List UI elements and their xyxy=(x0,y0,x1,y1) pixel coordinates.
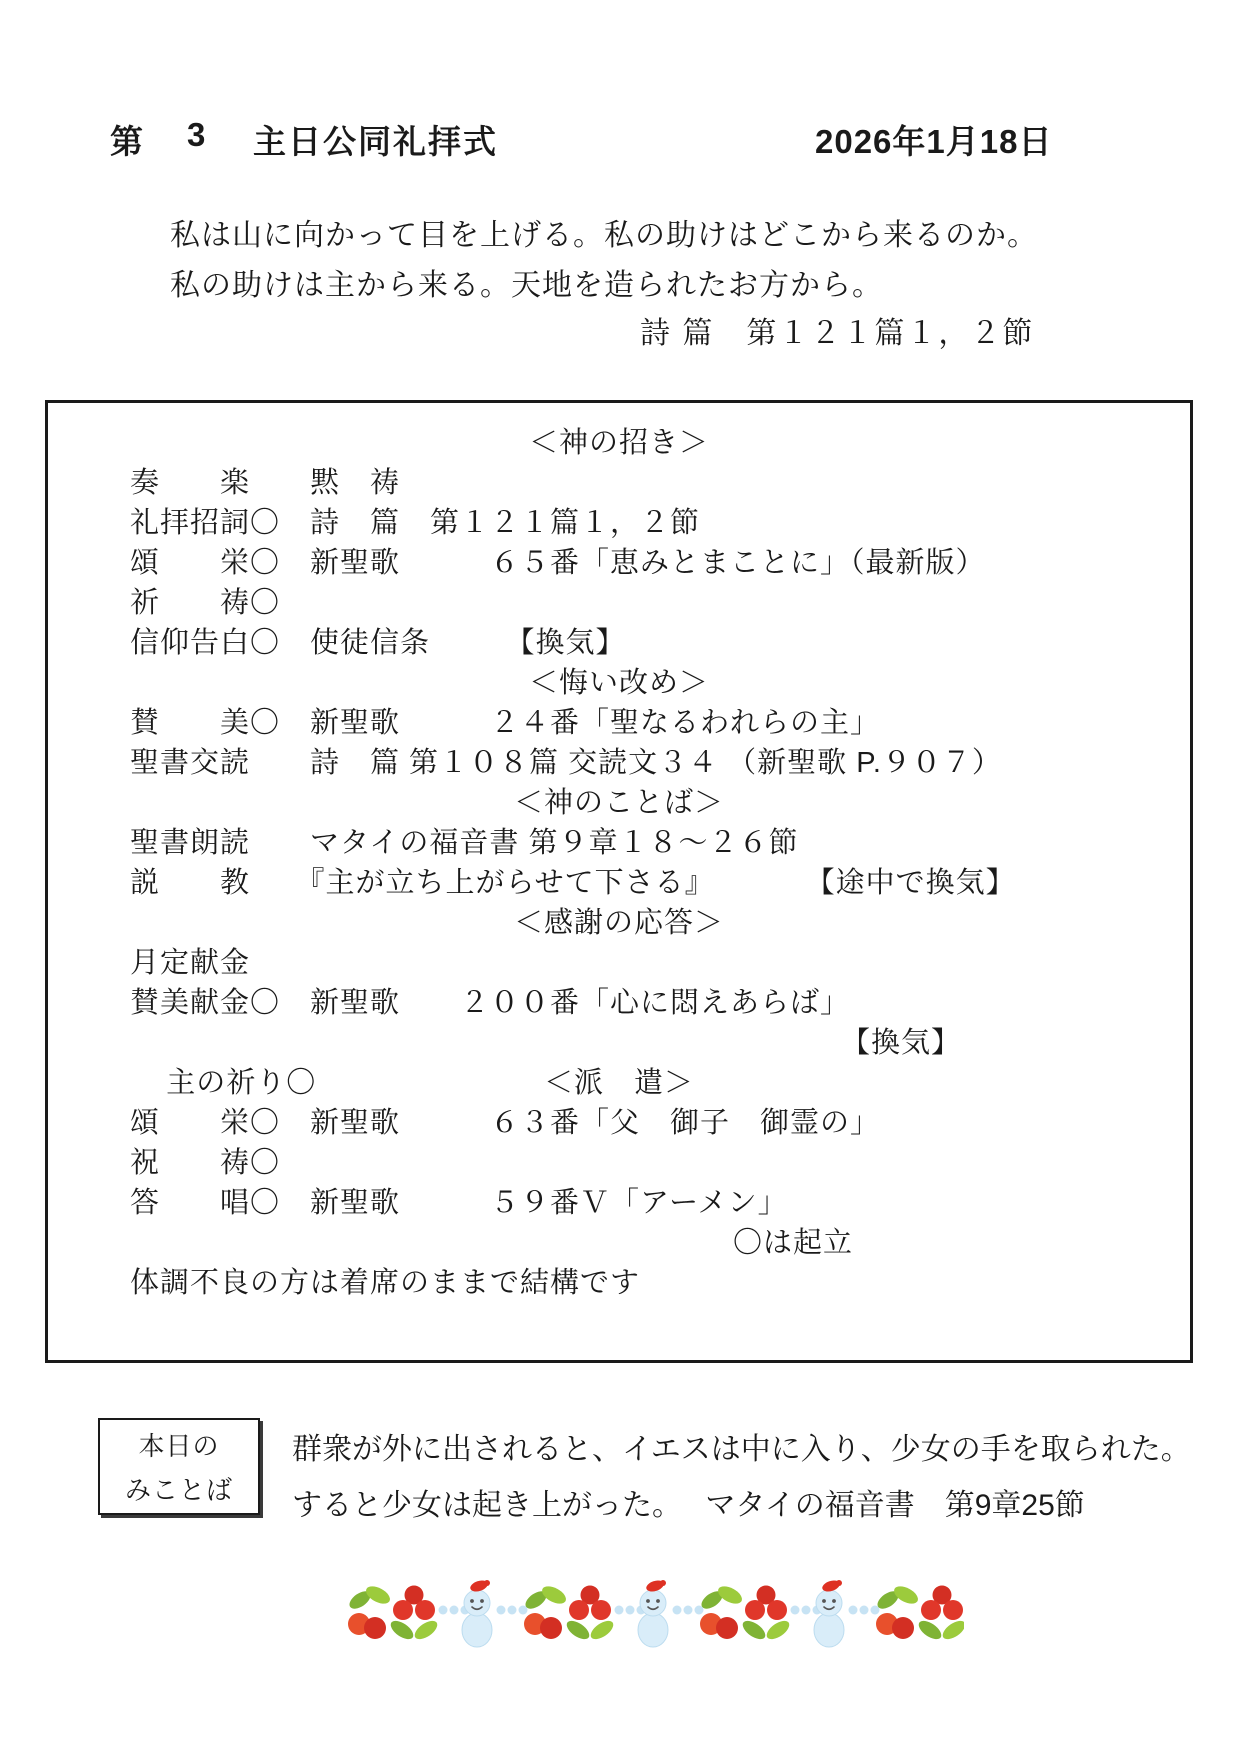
todays-word-label-box xyxy=(98,1418,260,1515)
order-of-worship-box xyxy=(45,400,1193,1363)
section-heading: ＜感謝の応答＞ xyxy=(513,907,724,939)
todays-word-label-line2: みことば xyxy=(124,1474,233,1505)
holly-berries-icon xyxy=(348,1583,440,1643)
section-heading: ＜派 遣＞ xyxy=(543,1067,694,1099)
holly-berries-icon xyxy=(874,1583,964,1643)
order-row: 祈 祷〇 xyxy=(130,587,281,619)
order-row: 賛美献金〇 新聖歌 ２００番「心に悶えあらば」 xyxy=(130,987,851,1019)
order-row: 説 教 『主が立ち上がらせて下さる』 【途中で換気】 xyxy=(130,867,1016,899)
order-row: 賛 美〇 新聖歌 ２４番「聖なるわれらの主」 xyxy=(130,707,881,739)
standing-note: 〇は起立 xyxy=(733,1227,854,1259)
snow-dots-icon xyxy=(497,1606,528,1615)
scripture-quote-line1: 私は山に向かって目を上げる。私の助けはどこから来るのか。 xyxy=(170,219,1038,252)
holly-berries-icon xyxy=(522,1583,616,1643)
order-row-label: 主の祈り〇 xyxy=(166,1067,317,1099)
holly-berries-icon xyxy=(698,1583,792,1643)
seated-note: 体調不良の方は着席のままで結構です xyxy=(130,1267,641,1299)
section-heading: ＜悔い改め＞ xyxy=(528,667,709,699)
order-row: 聖書朗読 マタイの福音書 第９章１８～２６節 xyxy=(130,827,799,859)
todays-word-label-line1: 本日の xyxy=(138,1431,220,1462)
section-heading: ＜神のことば＞ xyxy=(513,787,724,819)
snow-dots-icon xyxy=(673,1606,704,1615)
order-row: 頌 栄〇 新聖歌 ６３番「父 御子 御霊の」 xyxy=(130,1107,881,1139)
order-row: 頌 栄〇 新聖歌 ６５番「恵みとまことに」（最新版） xyxy=(130,547,986,579)
section-heading: ＜神の招き＞ xyxy=(528,427,709,459)
header-prefix: 第 xyxy=(110,123,145,160)
order-row: 月定献金 xyxy=(130,947,251,979)
scripture-quote-line2: 私の助けは主から来る。天地を造られたお方から。 xyxy=(170,269,883,302)
order-row: 答 唱〇 新聖歌 ５９番Ｖ「アーメン」 xyxy=(130,1187,788,1219)
decorative-winter-border xyxy=(348,1576,964,1654)
order-row: 礼拝招詞〇 詩 篇 第１２１篇１，２節 xyxy=(130,507,701,539)
order-row: 奏 楽 黙 祷 xyxy=(130,467,401,499)
scripture-reference: 詩 篇 第１２１篇１，２節 xyxy=(640,317,1035,350)
header-date: 2026年1月18日 xyxy=(815,123,1053,160)
page-title: 主日公同礼拝式 xyxy=(253,123,498,160)
order-row: 祝 祷〇 xyxy=(130,1147,281,1179)
ventilation-note: 【換気】 xyxy=(841,1027,962,1059)
header-week-number: 3 xyxy=(187,116,208,153)
todays-word-verse-line1: 群衆が外に出されると、イエスは中に入り、少女の手を取られた。 xyxy=(292,1433,1191,1466)
order-row: 信仰告白〇 使徒信条 【換気】 xyxy=(130,627,626,659)
order-row: 聖書交読 詩 篇 第１０８篇 交読文３４ （新聖歌 P.９０７） xyxy=(130,747,1002,779)
snow-dots-icon xyxy=(849,1606,880,1615)
todays-word-verse-line2: すると少女は起き上がった。 マタイの福音書 第9章25節 xyxy=(292,1489,1085,1522)
